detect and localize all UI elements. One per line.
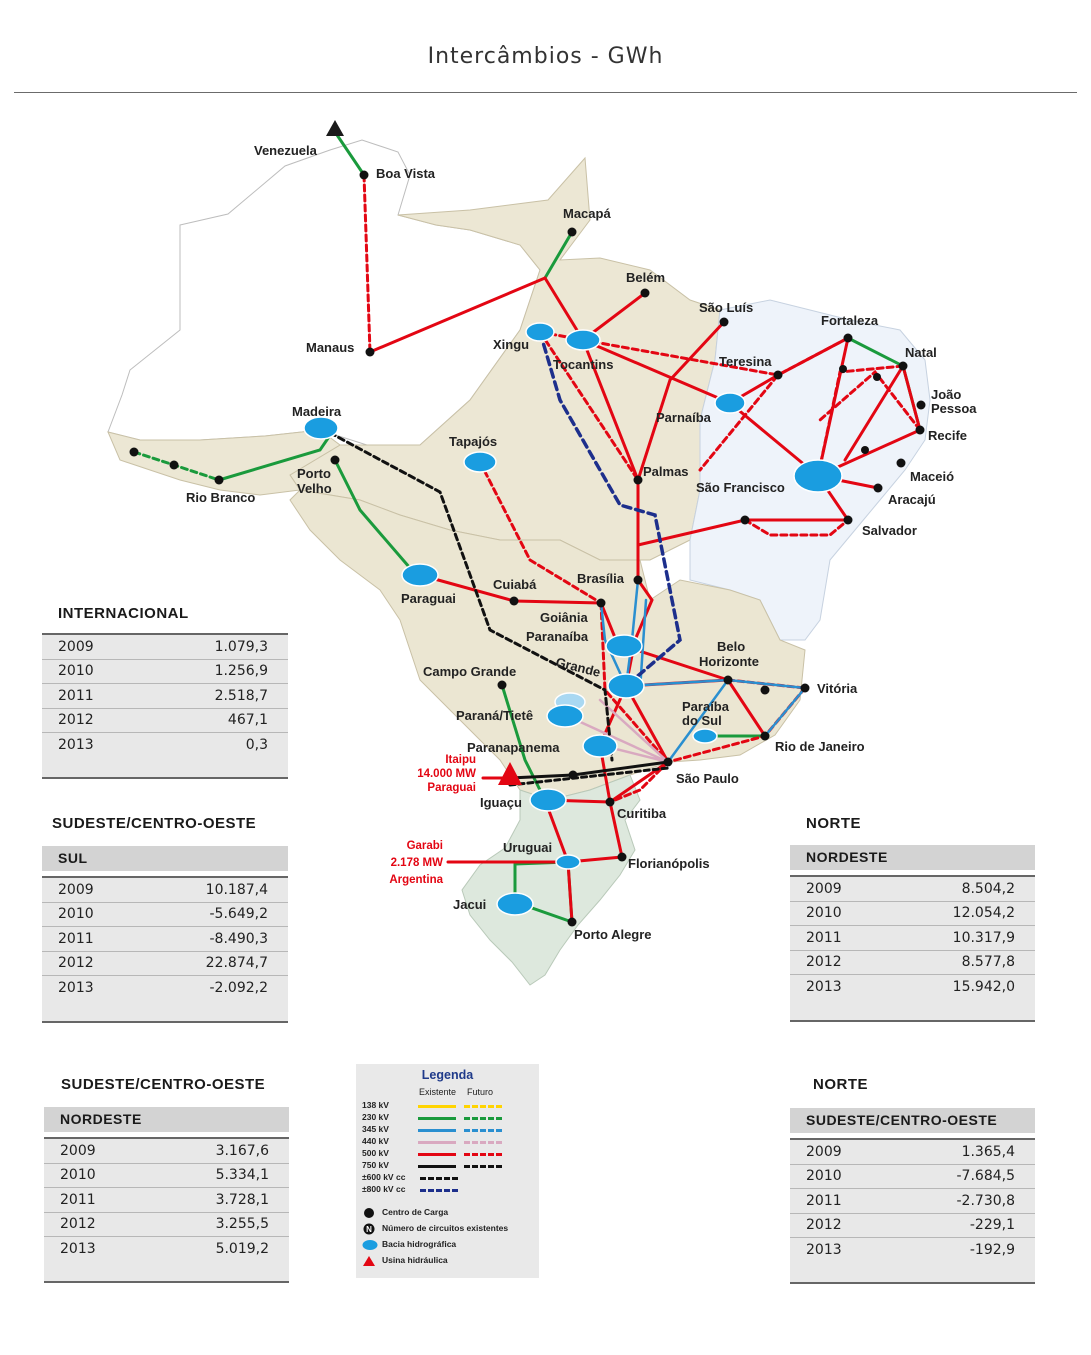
table-row: [42, 660, 288, 685]
node-fortaleza: [844, 334, 853, 343]
legend-row-345kv: [356, 1124, 539, 1136]
row-value: 22.874,7: [205, 955, 268, 972]
table-row: [790, 902, 1035, 927]
panel-norte-nordeste: [790, 875, 1035, 1022]
basin-xingu: [526, 323, 554, 341]
row-value: 10.317,9: [952, 929, 1015, 946]
legend-symbol-label: Centro de Carga: [382, 1207, 449, 1217]
label-salvador: Salvador: [862, 523, 917, 538]
panel-seco-sul: [42, 876, 288, 1023]
label-jacui: Jacui: [453, 897, 487, 912]
table-row: [790, 877, 1035, 902]
basin-grande: [608, 674, 644, 698]
label-paranaiba: Paranaíba: [526, 629, 589, 644]
node-sao-paulo: [664, 758, 673, 767]
panel-seco-nordeste-table: [44, 1137, 289, 1261]
node-itaipu-sub: [569, 771, 578, 780]
label-sao-luis: São Luís: [699, 300, 754, 315]
panel-norte-seco-table: [790, 1138, 1035, 1262]
label-itaipu-1: Itaipu: [445, 754, 476, 766]
row-value: 8.577,8: [961, 954, 1015, 971]
node-aracaju: [874, 484, 883, 493]
basin-iguacu: [530, 789, 566, 811]
legend-future-swatch: [420, 1177, 458, 1180]
basin-paraguai: [402, 564, 438, 586]
node-acre-2: [130, 448, 139, 457]
node-curitiba: [606, 798, 615, 807]
basin-paraiba-do-sul: [693, 729, 717, 743]
legend-label: 750 kV: [362, 1160, 389, 1170]
label-paraguai: Paraguai: [401, 591, 456, 606]
label-sao-francisco: São Francisco: [696, 480, 785, 495]
label-belo-horizonte-2: Horizonte: [699, 654, 759, 669]
label-vitoria: Vitória: [817, 681, 858, 696]
label-iguacu: Iguaçu: [480, 795, 522, 810]
row-value: -5.649,2: [209, 906, 268, 923]
label-rio-de-janeiro: Rio de Janeiro: [775, 739, 865, 754]
venezuela-marker-icon: [326, 120, 344, 136]
basin-paranapanema: [583, 735, 617, 757]
label-manaus: Manaus: [306, 340, 355, 355]
page-title: Intercâmbios - GWh: [427, 44, 664, 69]
label-venezuela: Venezuela: [254, 143, 317, 158]
node-vitoria: [801, 684, 810, 693]
label-sao-paulo: São Paulo: [676, 771, 739, 786]
table-row: [790, 1214, 1035, 1239]
node-ne-mesh-1: [839, 365, 847, 373]
node-recife: [916, 426, 925, 435]
row-value: 10.187,4: [205, 881, 268, 898]
legend-label: 500 kV: [362, 1148, 389, 1158]
panel-internacional: [42, 633, 288, 779]
basin-paranaiba: [606, 635, 642, 657]
label-uruguai: Uruguai: [503, 840, 553, 855]
label-tapajos: Tapajós: [449, 434, 498, 449]
legend-existing-swatch: [418, 1141, 456, 1144]
row-year: 2009: [60, 1142, 96, 1159]
panel-norte-nordeste-subtitle: NORDESTE: [790, 845, 1035, 870]
basin-tocantins: [566, 330, 600, 350]
label-madeira: Madeira: [292, 404, 342, 419]
row-year: 2009: [58, 638, 94, 655]
node-ne-mesh-2: [873, 373, 881, 381]
node-natal: [899, 362, 908, 371]
node-manaus: [366, 348, 375, 357]
row-year: 2010: [58, 906, 94, 923]
table-row: [42, 927, 288, 952]
row-value: -7.684,5: [956, 1168, 1015, 1185]
legend-future-swatch: [420, 1189, 458, 1192]
label-paraiba-do-sul-1: Paraíba: [682, 699, 729, 714]
label-macapa: Macapá: [563, 206, 611, 221]
node-macapa: [568, 228, 577, 237]
legend-symbol-label: Usina hidráulica: [382, 1255, 448, 1265]
row-value: 15.942,0: [952, 978, 1015, 995]
row-year: 2012: [58, 955, 94, 972]
row-year: 2012: [58, 712, 94, 729]
label-belo-horizonte-1: Belo: [717, 639, 746, 654]
node-cuiaba: [510, 597, 519, 606]
node-rio-de-janeiro: [761, 732, 770, 741]
label-rio-branco: Rio Branco: [186, 490, 256, 505]
label-fortaleza: Fortaleza: [821, 313, 879, 328]
node-belem: [641, 289, 650, 298]
basin-jacui: [497, 893, 533, 915]
row-year: 2011: [58, 930, 94, 947]
node-salvador: [844, 516, 853, 525]
table-row: [44, 1139, 289, 1164]
legend-existing-swatch: [418, 1153, 456, 1156]
node-ne-mesh-3: [861, 446, 869, 454]
table-row: [790, 1165, 1035, 1190]
table-row: [790, 1238, 1035, 1262]
node-acre-1: [170, 461, 179, 470]
label-florianopolis: Florianópolis: [628, 856, 710, 871]
legend-col-existing: Existente: [419, 1087, 457, 1097]
node-goiania: [597, 599, 606, 608]
legend-existing-swatch: [418, 1105, 456, 1108]
panel-seco-nordeste-title: SUDESTE/CENTRO-OESTE: [61, 1076, 266, 1093]
label-joao-pessoa-2: Pessoa: [931, 401, 977, 416]
basin-icon: [362, 1239, 378, 1251]
plant-icon: [362, 1255, 376, 1267]
node-florianopolis: [618, 853, 627, 862]
label-goiania: Goiânia: [540, 610, 588, 625]
label-garabi-2: 2.178 MW: [390, 857, 443, 869]
node-porto-velho: [331, 456, 340, 465]
legend-row-500kv: [356, 1148, 539, 1160]
basin-madeira: [304, 417, 338, 439]
row-value: 3.255,5: [215, 1216, 269, 1233]
label-cuiaba: Cuiabá: [493, 577, 537, 592]
legend-label: 440 kV: [362, 1136, 389, 1146]
node-belo-horizonte: [724, 676, 733, 685]
row-year: 2010: [806, 1168, 842, 1185]
row-year: 2013: [58, 736, 94, 753]
legend-existing-swatch: [418, 1117, 456, 1120]
row-year: 2013: [58, 979, 94, 996]
panel-internacional-table: [42, 633, 288, 757]
legend-row-440kv: [356, 1136, 539, 1148]
legend-col-future: Futuro: [467, 1087, 494, 1097]
label-itaipu-2: 14.000 MW: [417, 768, 476, 780]
legend-future-swatch: [464, 1153, 502, 1156]
node-rio-branco: [215, 476, 224, 485]
panel-norte-seco: [790, 1138, 1035, 1284]
row-year: 2011: [58, 687, 94, 704]
table-row: [42, 878, 288, 903]
label-garabi-1: Garabi: [406, 840, 443, 852]
node-brasilia: [634, 576, 643, 585]
row-value: 5.019,2: [215, 1240, 269, 1257]
row-year: 2011: [806, 1192, 842, 1209]
legend-row-138kv: [356, 1100, 539, 1112]
legend-symbol-label: Bacia hidrográfica: [382, 1239, 457, 1249]
label-belem: Belém: [626, 270, 666, 285]
row-year: 2009: [58, 881, 94, 898]
row-value: 0,3: [245, 736, 268, 753]
label-tocantins: Tocantins: [553, 357, 614, 372]
label-curitiba: Curitiba: [617, 806, 667, 821]
legend-label: 230 kV: [362, 1112, 389, 1122]
legend-existing-swatch: [418, 1129, 456, 1132]
legend-future-swatch: [464, 1129, 502, 1132]
row-value: 467,1: [227, 712, 268, 729]
panel-norte-nordeste-table: [790, 875, 1035, 999]
row-value: 1.079,3: [214, 638, 268, 655]
row-year: 2011: [806, 929, 842, 946]
node-porto-alegre: [568, 918, 577, 927]
row-year: 2012: [60, 1216, 96, 1233]
table-row: [42, 952, 288, 977]
row-value: -2.730,8: [956, 1192, 1015, 1209]
row-year: 2009: [806, 1143, 842, 1160]
label-palmas: Palmas: [643, 464, 689, 479]
row-value: -229,1: [969, 1217, 1015, 1234]
row-value: 3.167,6: [215, 1142, 269, 1159]
table-row: [790, 975, 1035, 999]
row-value: 3.728,1: [215, 1191, 269, 1208]
row-year: 2012: [806, 954, 842, 971]
label-natal: Natal: [905, 345, 937, 360]
legend-row-230kv: [356, 1112, 539, 1124]
label-paranapanema: Paranapanema: [467, 740, 560, 755]
label-aracaju: Aracajú: [888, 492, 936, 507]
panel-norte-seco-title: NORTE: [813, 1076, 868, 1093]
panel-norte-seco-subtitle: SUDESTE/CENTRO-OESTE: [790, 1108, 1035, 1133]
legend-label: 345 kV: [362, 1124, 389, 1134]
plant-labels: [389, 754, 476, 886]
panel-internacional-title: INTERNACIONAL: [58, 605, 189, 622]
legend-future-swatch: [464, 1105, 502, 1108]
table-row: [44, 1213, 289, 1238]
table-row: [44, 1188, 289, 1213]
table-row: [790, 1189, 1035, 1214]
basin-tapajos: [464, 452, 496, 472]
node-maceio: [897, 459, 906, 468]
node-campo-grande: [498, 681, 507, 690]
label-maceio: Maceió: [910, 469, 955, 484]
legend-existing-swatch: [418, 1165, 456, 1168]
load-center-icon: [362, 1207, 376, 1219]
row-year: 2013: [60, 1240, 96, 1257]
node-sao-luis: [720, 318, 729, 327]
table-row: [42, 709, 288, 734]
legend-title: Legenda: [421, 1068, 474, 1082]
legend-label: ±600 kV cc: [362, 1172, 406, 1182]
label-parana-tiete: Paraná/Tietê: [456, 708, 534, 723]
row-year: 2010: [60, 1167, 96, 1184]
table-row: [42, 976, 288, 1000]
label-joao-pessoa-1: João: [931, 387, 962, 402]
label-paraiba-do-sul-2: do Sul: [682, 713, 722, 728]
panel-seco-sul-table: [42, 876, 288, 1000]
circuits-count-icon: [362, 1223, 376, 1235]
node-boa-vista: [360, 171, 369, 180]
label-garabi-3: Argentina: [389, 874, 443, 886]
legend-row-750kv: [356, 1160, 539, 1172]
label-parnaiba: Parnaíba: [656, 410, 711, 425]
table-row: [42, 903, 288, 928]
label-porto-velho-1: Porto: [297, 466, 331, 481]
table-row: [44, 1164, 289, 1189]
row-value: -8.490,3: [209, 930, 268, 947]
row-year: 2010: [806, 905, 842, 922]
label-porto-velho-2: Velho: [297, 481, 332, 496]
legend-label: ±800 kV cc: [362, 1184, 406, 1194]
legend-future-swatch: [464, 1165, 502, 1168]
panel-seco-nordeste-subtitle: NORDESTE: [44, 1107, 289, 1132]
row-value: 12.054,2: [952, 905, 1015, 922]
label-brasilia: Brasília: [577, 571, 624, 586]
row-year: 2010: [58, 663, 94, 680]
table-row: [44, 1237, 289, 1261]
basin-parana-tiete: [547, 705, 583, 727]
table-row: [42, 684, 288, 709]
panel-seco-sul-subtitle: SUL: [42, 846, 288, 871]
legend-future-swatch: [464, 1117, 502, 1120]
label-boa-vista: Boa Vista: [376, 166, 436, 181]
basin-parnaiba: [715, 393, 745, 413]
panel-seco-nordeste: [44, 1137, 289, 1283]
label-recife: Recife: [928, 428, 968, 443]
node-teresina: [774, 371, 783, 380]
row-year: 2013: [806, 978, 842, 995]
row-year: 2012: [806, 1217, 842, 1234]
row-value: -192,9: [969, 1241, 1015, 1258]
label-teresina: Teresina: [719, 354, 772, 369]
legend-row-800kv-cc: [356, 1184, 539, 1196]
row-year: 2013: [806, 1241, 842, 1258]
node-joao-pessoa: [917, 401, 926, 410]
legend-label: 138 kV: [362, 1100, 389, 1110]
row-value: 8.504,2: [961, 880, 1015, 897]
row-value: 5.334,1: [215, 1167, 269, 1184]
table-row: [790, 1140, 1035, 1165]
row-year: 2009: [806, 880, 842, 897]
label-grande: Grande: [554, 654, 603, 680]
node-ne-interior: [741, 516, 750, 525]
table-row: [42, 635, 288, 660]
row-year: 2011: [60, 1191, 96, 1208]
row-value: -2.092,2: [209, 979, 268, 996]
row-value: 1.365,4: [961, 1143, 1015, 1160]
circuits-count-letter: N: [366, 1225, 372, 1234]
panel-seco-sul-title: SUDESTE/CENTRO-OESTE: [52, 815, 257, 832]
row-value: 2.518,7: [214, 687, 268, 704]
node-palmas: [634, 476, 643, 485]
row-value: 1.256,9: [214, 663, 268, 680]
table-row: [790, 951, 1035, 976]
label-xingu: Xingu: [493, 337, 530, 352]
legend: [356, 1064, 539, 1278]
legend-row-600kv-cc: [356, 1172, 539, 1184]
legend-future-swatch: [464, 1141, 502, 1144]
legend-symbol-label: Número de circuitos existentes: [382, 1223, 509, 1233]
node-mg-east: [761, 686, 770, 695]
basin-uruguai: [556, 855, 580, 869]
label-campo-grande: Campo Grande: [423, 664, 517, 679]
panel-norte-nordeste-title: NORTE: [806, 815, 861, 832]
table-row: [790, 926, 1035, 951]
label-itaipu-3: Paraguai: [427, 782, 476, 794]
basin-sao-francisco: [794, 460, 842, 492]
table-row: [42, 733, 288, 757]
label-porto-alegre: Porto Alegre: [574, 927, 652, 942]
title-divider: [14, 92, 1077, 93]
